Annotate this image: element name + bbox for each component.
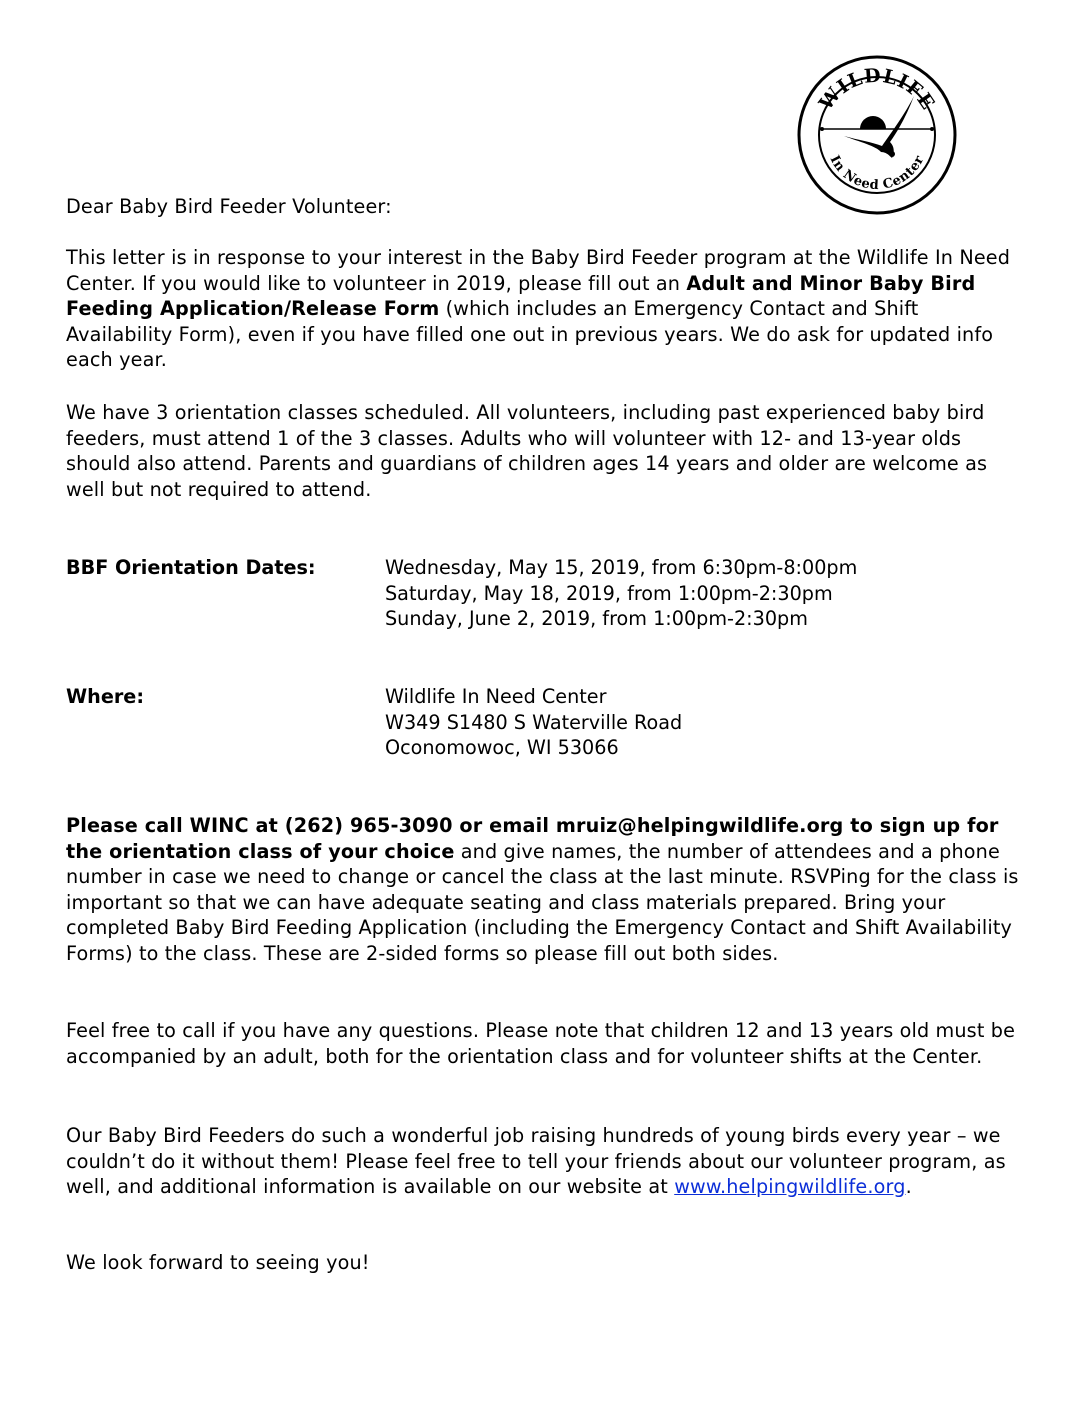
intro-text-b: (which includes an Emergency Contact and Shift Availability Form), even if you have filled one out in previous years. We do ask for updated info each year.	[66, 297, 994, 372]
closing-line: We look forward to seeing you!	[66, 1251, 370, 1274]
thanks-text: Our Baby Bird Feeders do such a wonderful job raising hundreds of young birds every year – we couldn’t do it without them! Please feel free to tell your friends about our volunteer program, as well, and additional information is available on our website at	[66, 1124, 1006, 1199]
signup-text: and give names, the number of attendees and a phone number in case we need to change or cancel the class at the last minute. RSVPing for the class is important so that we can have adequate seating and class materials prepared. Bring your completed Baby Bird Feeding Application (including the Emergency Contact and Shift Availability Forms) to the class. These are 2-sided forms so please fill out both sides.	[66, 839, 1019, 965]
thanks-end: .	[905, 1175, 912, 1199]
address-line: Wildlife In Need Center	[385, 685, 607, 708]
thanks-paragraph	[66, 1123, 1028, 1200]
orientation-date: Sunday, June 2, 2019, from 1:00pm-2:30pm	[385, 607, 808, 631]
website-link[interactable]: www.helpingwildlife.org	[674, 1175, 906, 1199]
intro-text-a: This letter is in response to your interest in the Baby Bird Feeder program at the Wildlife In Need Center. If you would like to volunteer in 2019, please fill out an	[66, 246, 1011, 295]
address-line: Oconomowoc, WI 53066	[385, 736, 619, 760]
where-address	[385, 684, 682, 761]
orientation-dates-label: BBF Orientation Dates:	[66, 556, 316, 579]
application-form-name: Adult and Minor Baby Bird Feeding Application/Release Form	[66, 271, 976, 321]
logo-top-text: WILDLIFE	[814, 64, 940, 115]
wildlife-in-need-center-logo	[796, 54, 958, 216]
address-line: W349 S1480 S Waterville Road	[385, 710, 683, 734]
orientation-dates-list	[385, 555, 857, 632]
greeting: Dear Baby Bird Feeder Volunteer:	[66, 195, 392, 218]
intro-paragraph	[66, 245, 1028, 373]
logo-bottom-text: In Need Center	[826, 153, 928, 194]
signup-paragraph	[66, 813, 1028, 967]
orientation-date: Wednesday, May 15, 2019, from 6:30pm-8:00pm	[385, 556, 858, 579]
where-label: Where:	[66, 685, 144, 708]
orientation-paragraph: We have 3 orientation classes scheduled. All volunteers, including past experienced baby bird feeders, must attend 1 of the 3 classes. Adults who will volunteer with 12- and 13-year olds should also attend. Parents and guardians of children ages 14 years and older are welcome as well but not required to attend.	[66, 401, 988, 501]
questions-paragraph: Feel free to call if you have any questions. Please note that children 12 and 13 years old must be accompanied by an adult, both for the orientation class and for volunteer shifts at the Center.	[66, 1019, 1016, 1068]
signup-instructions: Please call WINC at (262) 965-3090 or email mruiz@helpingwildlife.org to sign up for the orientation class of your choice	[66, 814, 999, 863]
orientation-date: Saturday, May 18, 2019, from 1:00pm-2:30pm	[385, 581, 833, 605]
